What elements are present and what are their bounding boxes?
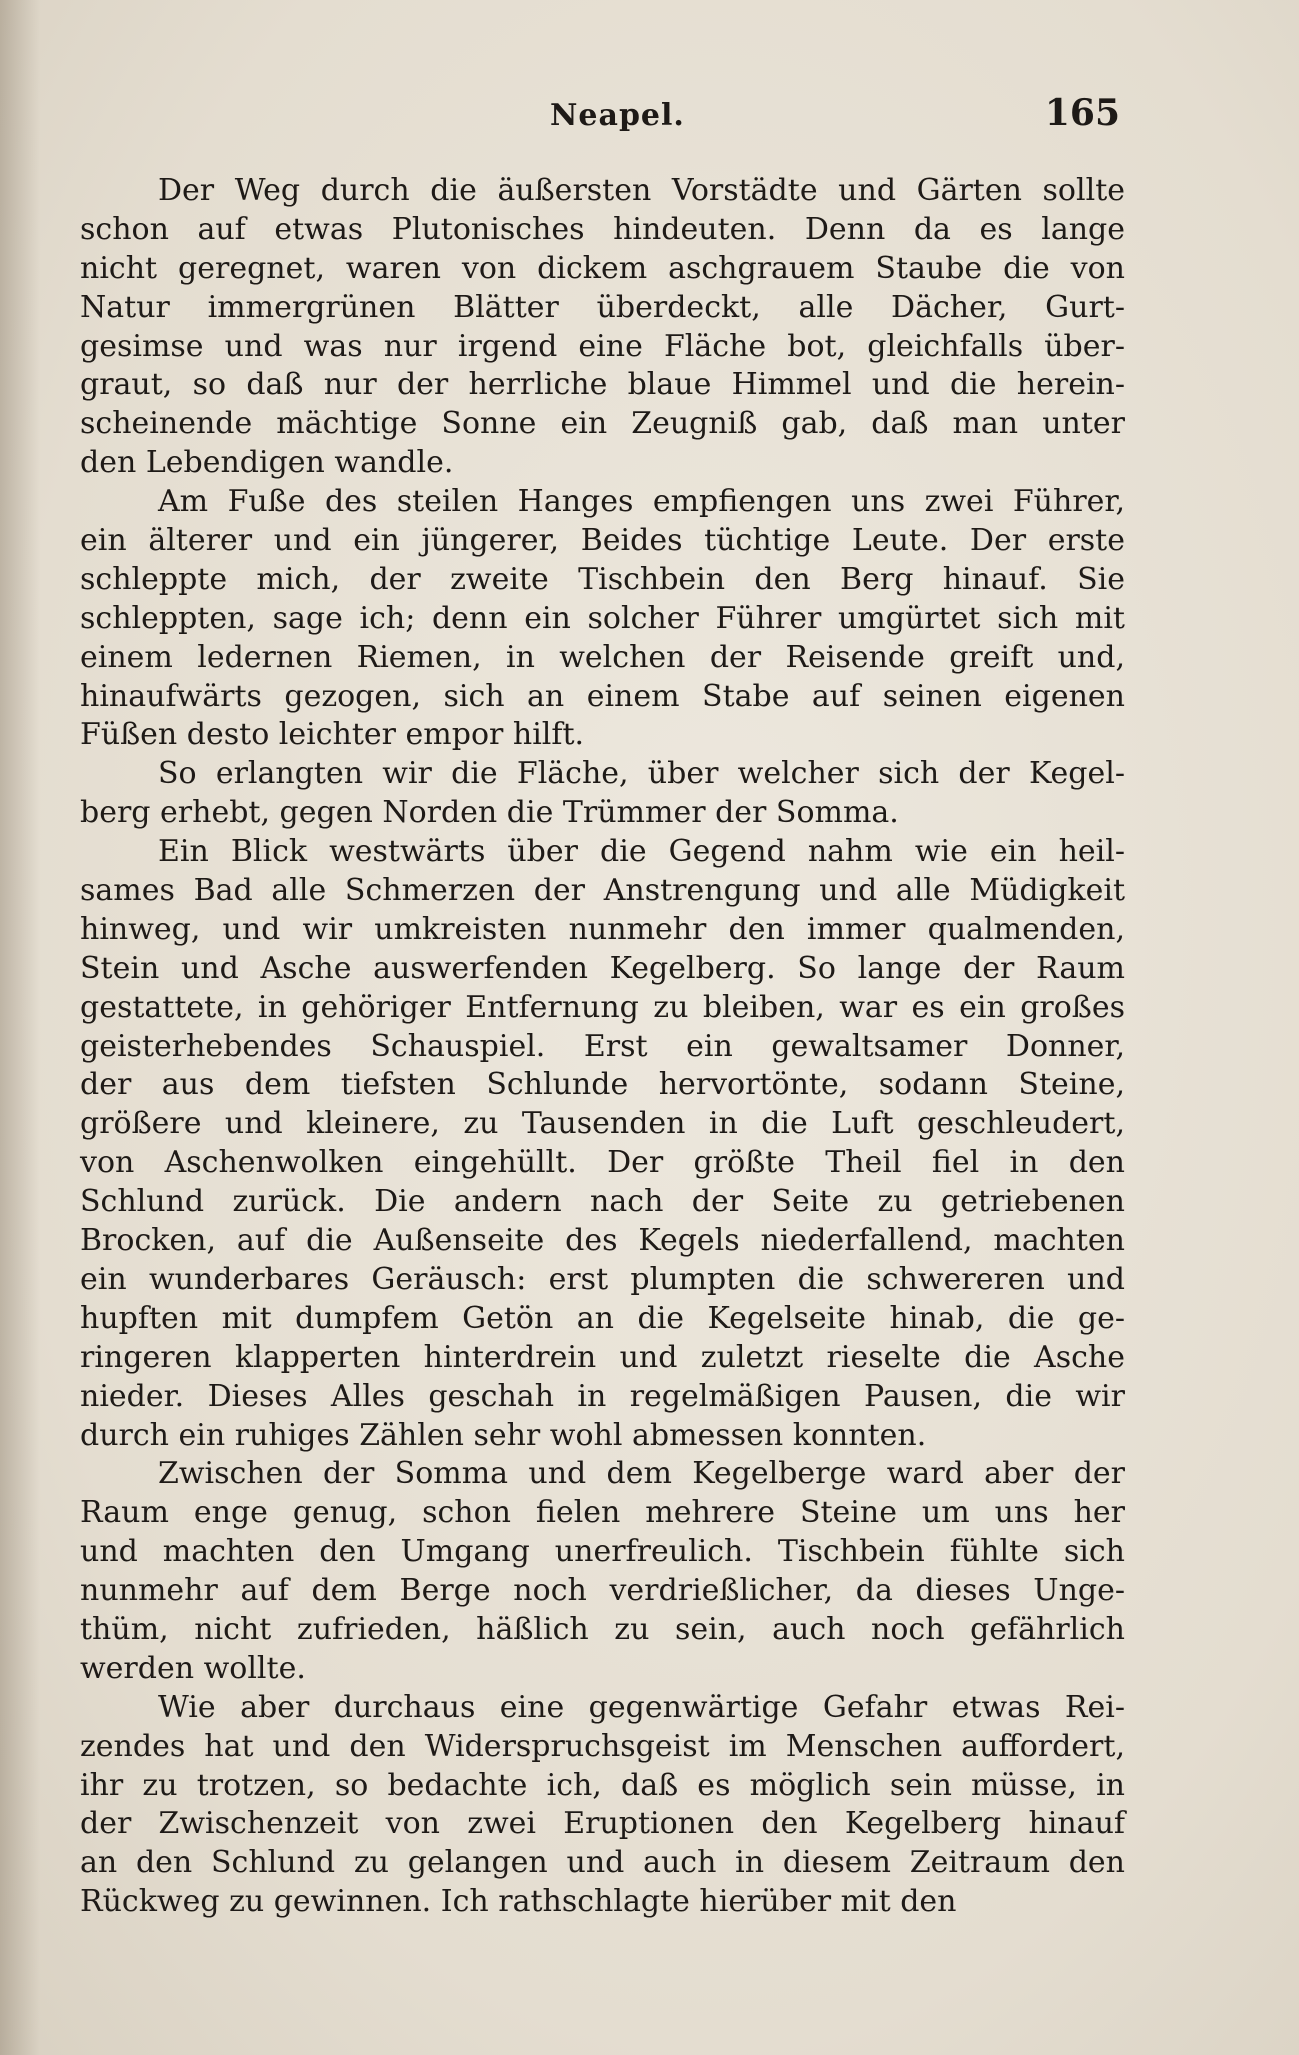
text-line: hupften mit dumpfem Getön an die Kegelseite hinab, die ge- — [80, 1300, 1125, 1336]
text-line: hinweg, und wir umkreisten nunmehr den immer qualmenden, — [80, 911, 1125, 947]
running-title: Neapel. — [550, 98, 685, 133]
text-line: Natur immergrünen Blätter überdeckt, alle Dächer, Gurt- — [80, 289, 1125, 325]
text-line: thüm, nicht zufrieden, häßlich zu sein, auch noch gefährlich — [80, 1611, 1125, 1647]
text-line: nieder. Dieses Alles geschah in regelmäßigen Pausen, die wir — [80, 1378, 1125, 1414]
text-line: scheinende mächtige Sonne ein Zeugniß gab, daß man unter — [80, 406, 1125, 442]
text-line: gesimse und was nur irgend eine Fläche bot, gleichfalls über- — [80, 328, 1125, 364]
text-line: einem ledernen Riemen, in welchen der Reisende greift und, — [80, 639, 1125, 675]
text-line: Stein und Asche auswerfenden Kegelberg. So lange der Raum — [80, 950, 1125, 986]
text-line: Zwischen der Somma und dem Kegelberge ward aber der — [158, 1456, 1125, 1492]
text-line: Ein Blick westwärts über die Gegend nahm wie ein heil- — [158, 834, 1125, 870]
text-line: Wie aber durchaus eine gegenwärtige Gefahr etwas Rei- — [158, 1689, 1125, 1725]
text-line: gestattete, in gehöriger Entfernung zu bleiben, war es ein großes — [80, 989, 1125, 1025]
text-line: ihr zu trotzen, so bedachte ich, daß es möglich sein müsse, in — [80, 1767, 1125, 1803]
text-line: an den Schlund zu gelangen und auch in diesem Zeitraum den — [80, 1845, 1125, 1881]
page-gutter-shadow — [0, 0, 40, 2055]
text-line: der Zwischenzeit von zwei Eruptionen den Kegelberg hinauf — [80, 1806, 1125, 1842]
text-line: Am Fuße des steilen Hanges empfiengen uns zwei Führer, — [158, 484, 1125, 520]
text-line: schon auf etwas Plutonisches hindeuten. Denn da es lange — [80, 211, 1125, 247]
text-line: ein älterer und ein jüngerer, Beides tüchtige Leute. Der erste — [80, 523, 1125, 559]
text-line: von Aschenwolken eingehüllt. Der größte Theil fiel in den — [80, 1145, 1125, 1181]
text-line: schleppten, sage ich; denn ein solcher Führer umgürtet sich mit — [80, 600, 1125, 636]
page-number: 165 — [1044, 92, 1120, 134]
text-line: nunmehr auf dem Berge noch verdrießlicher, da dieses Unge- — [80, 1573, 1125, 1609]
text-line: Rückweg zu gewinnen. Ich rathschlagte hierüber mit den — [80, 1884, 957, 1920]
text-line: hinaufwärts gezogen, sich an einem Stabe auf seinen eigenen — [80, 678, 1125, 714]
text-line: zendes hat und den Widerspruchsgeist im Menschen auffordert, — [80, 1728, 1125, 1764]
text-line: den Lebendigen wandle. — [80, 445, 454, 481]
text-line: durch ein ruhiges Zählen sehr wohl abmessen konnten. — [80, 1417, 927, 1453]
text-line: Der Weg durch die äußersten Vorstädte und Gärten sollte — [158, 173, 1125, 208]
text-line: Schlund zurück. Die andern nach der Seite zu getriebenen — [80, 1184, 1125, 1220]
text-line: berg erhebt, gegen Norden die Trümmer der Somma. — [80, 795, 899, 831]
text-line: Brocken, auf die Außenseite des Kegels niederfallend, machten — [80, 1223, 1125, 1259]
body-text — [80, 172, 1125, 1922]
text-line: So erlangten wir die Fläche, über welcher sich der Kegel- — [158, 756, 1125, 792]
text-line: der aus dem tiefsten Schlunde hervortönte, sodann Steine, — [80, 1067, 1125, 1103]
text-line: ein wunderbares Geräusch: erst plumpten die schwereren und — [80, 1261, 1125, 1297]
text-line: Raum enge genug, schon fielen mehrere Steine um uns her — [80, 1495, 1125, 1531]
text-line: schleppte mich, der zweite Tischbein den Berg hinauf. Sie — [80, 561, 1125, 597]
text-line: Füßen desto leichter empor hilft. — [80, 717, 585, 753]
text-line: sames Bad alle Schmerzen der Anstrengung und alle Müdigkeit — [80, 873, 1125, 909]
text-line: graut, so daß nur der herrliche blaue Himmel und die herein- — [80, 367, 1125, 403]
text-line: werden wollte. — [80, 1650, 306, 1686]
text-line: ringeren klapperten hinterdrein und zuletzt rieselte die Asche — [80, 1339, 1125, 1375]
text-line: geisterhebendes Schauspiel. Erst ein gewaltsamer Donner, — [80, 1028, 1125, 1064]
text-line: größere und kleinere, zu Tausenden in die Luft geschleudert, — [80, 1106, 1125, 1142]
text-line: und machten den Umgang unerfreulich. Tischbein fühlte sich — [80, 1534, 1125, 1570]
text-line: nicht geregnet, waren von dickem aschgrauem Staube die von — [80, 250, 1125, 286]
page-header — [80, 92, 1120, 142]
